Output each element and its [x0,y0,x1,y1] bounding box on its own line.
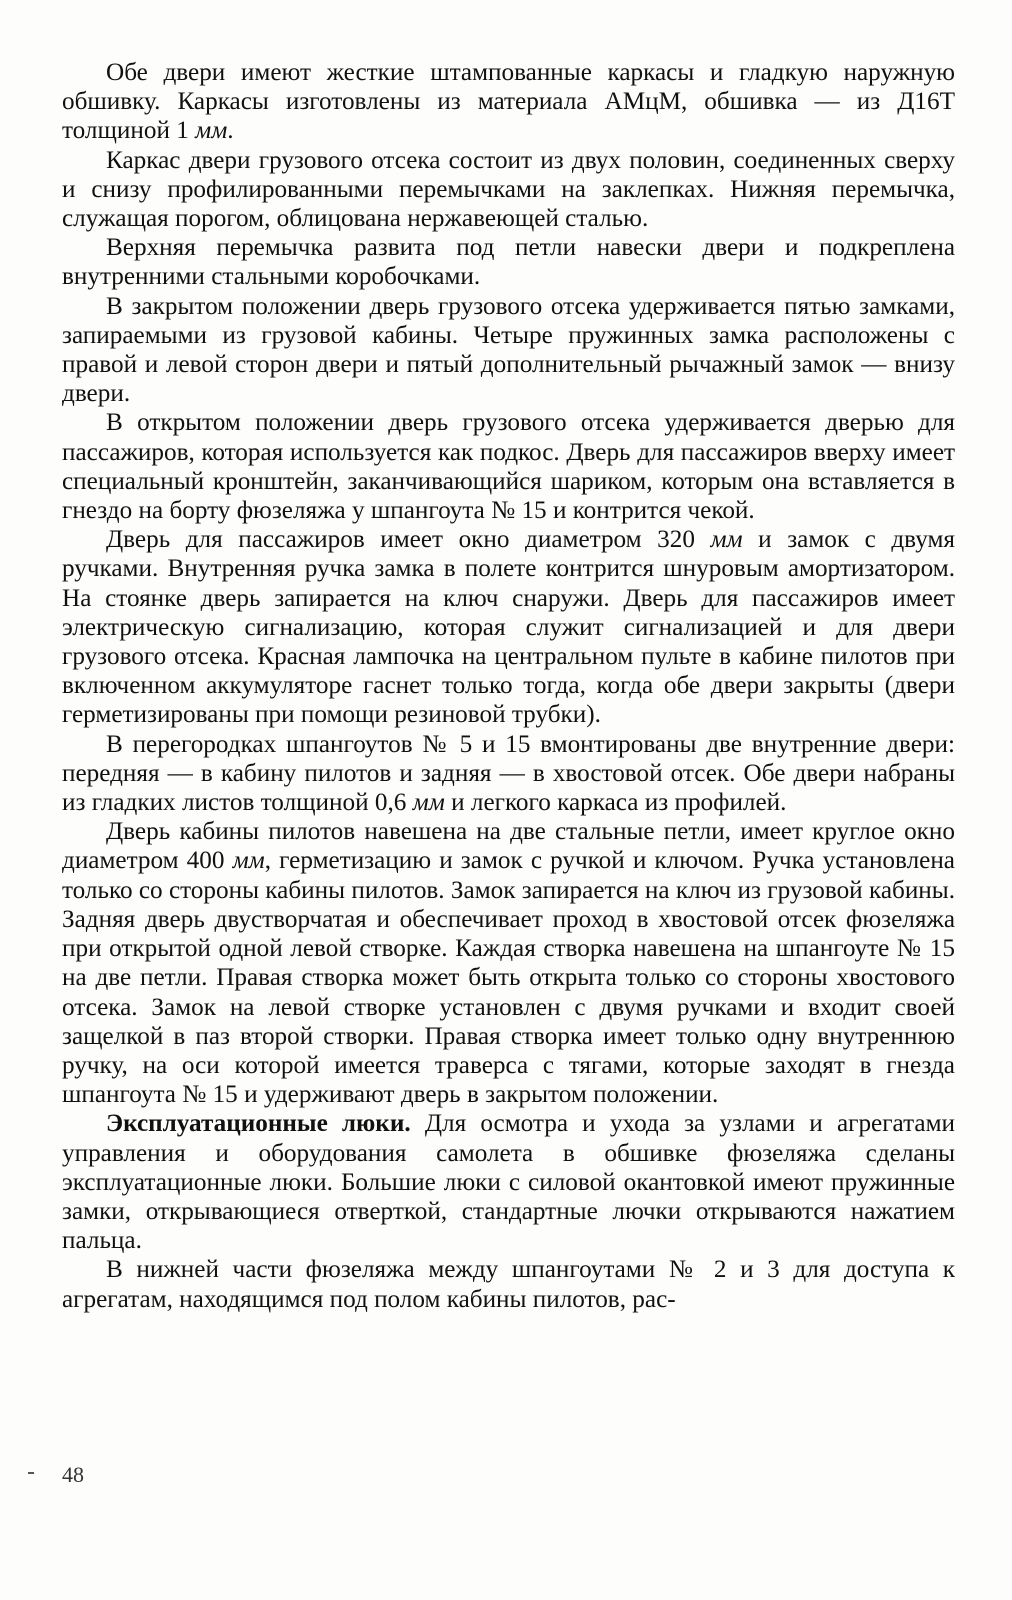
paragraph [62,408,955,525]
text-run: и легкого каркаса из профилей. [444,789,787,817]
text-run: В нижней части фюзеляжа между шпангоутами № 2 и 3 для доступа к агрегатам, находящимся под полом кабины пилотов, рас- [62,1256,955,1313]
paragraph [62,525,955,729]
paragraph [62,730,955,818]
paragraph [62,1255,955,1313]
text-run: . [227,117,234,145]
text-run: Для осмотра и ухода за узлами и агрегатами управления и оборудования самолета в обшивке фюзеляжа сделаны эксплуатационные люки. Большие люки с силовой окантовкой имеют пружинные замки, открывающиеся отверткой, стандартные лючки открываются нажатием пальца. [62,1110,955,1255]
text-run: В открытом положении дверь грузового отсека удерживается дверью для пассажиров, которая используется как подкос. Дверь для пассажиров вверху имеет специальный кронштейн, заканчивающийся шариком, которым она вставляется в гнездо на борту фюзеляжа у шпангоута № 15 и контрится чекой. [62,409,955,525]
text-run: , герметизацию и замок с ручкой и ключом. Ручка установлена только со стороны кабины пилотов. Замок запирается на ключ из грузовой кабины. Задняя дверь двустворчатая и обеспечивает проход в хвостовой отсек фюзеляжа при открытой одной левой створке. Каждая створка навешена на шпангоуте № 15 на две петли. Правая створка может быть открыта только со стороны хвостового отсека. Замок на левой створке установлен с двумя ручками и входит своей защелкой в паз второй створки. Правая створка имеет только одну внутреннюю ручку, на оси которой имеется траверса с тягами, которые заходят в гнезда шпангоута № 15 и удерживают дверь в закрытом положении. [62,847,955,1109]
paragraph [62,817,955,1109]
unit-italic: мм [710,526,743,554]
unit-italic: мм [232,847,265,875]
body-text [62,58,955,1314]
text-run: Верхняя перемычка развита под петли навески двери и подкреплена внутренними стальными коробочками. [62,234,955,291]
section-lead: Эксплуатационные люки. [106,1110,411,1138]
paragraph [62,292,955,409]
margin-mark [28,1472,34,1474]
text-run: Обе двери имеют жесткие штампованные каркасы и гладкую наружную обшивку. Каркасы изготовлены из материала АМцМ, обшивка — из Д16Т толщиной 1 [62,59,955,145]
paragraph [62,233,955,291]
page-number: 48 [62,1462,84,1487]
paragraph [62,1109,955,1255]
unit-italic: мм [412,789,445,817]
text-run: Дверь для пассажиров имеет окно диаметром 320 [106,526,711,554]
unit-italic: мм [195,117,228,145]
text-run: Дверь кабины пилотов навешена на две стальные петли, имеет круглое окно диаметром 400 [62,818,955,875]
text-run: В закрытом положении дверь грузового отсека удерживается пятью замками, запираемыми из грузовой кабины. Четыре пружинных замка расположены с правой и левой сторон двери и пятый дополнительный рычажный замок — внизу двери. [62,292,955,408]
text-run: В перегородках шпангоутов № 5 и 15 вмонтированы две внутренние двери: передняя — в кабину пилотов и задняя — в хвостовой отсек. Обе двери набраны из гладких листов толщиной 0,6 [62,730,955,817]
text-run: Каркас двери грузового отсека состоит из двух половин, соединенных сверху и снизу профилированными перемычками на заклепках. Нижняя перемычка, служащая порогом, облицована нержавеющей сталью. [62,146,955,233]
paragraph [62,58,955,146]
paragraph [62,146,955,234]
text-run: и замок с двумя ручками. Внутренняя ручка замка в полете контрится шнуровым амортизатором. На стоянке дверь запирается на ключ снаружи. Дверь для пассажиров имеет электрическую сигнализацию, которая служит сигнализацией и для двери грузового отсека. Красная лампочка на центральном пульте в кабине пилотов при включенном аккумуляторе гаснет только тогда, когда обе двери закрыты (двери герметизированы при помощи резиновой трубки). [62,526,955,729]
